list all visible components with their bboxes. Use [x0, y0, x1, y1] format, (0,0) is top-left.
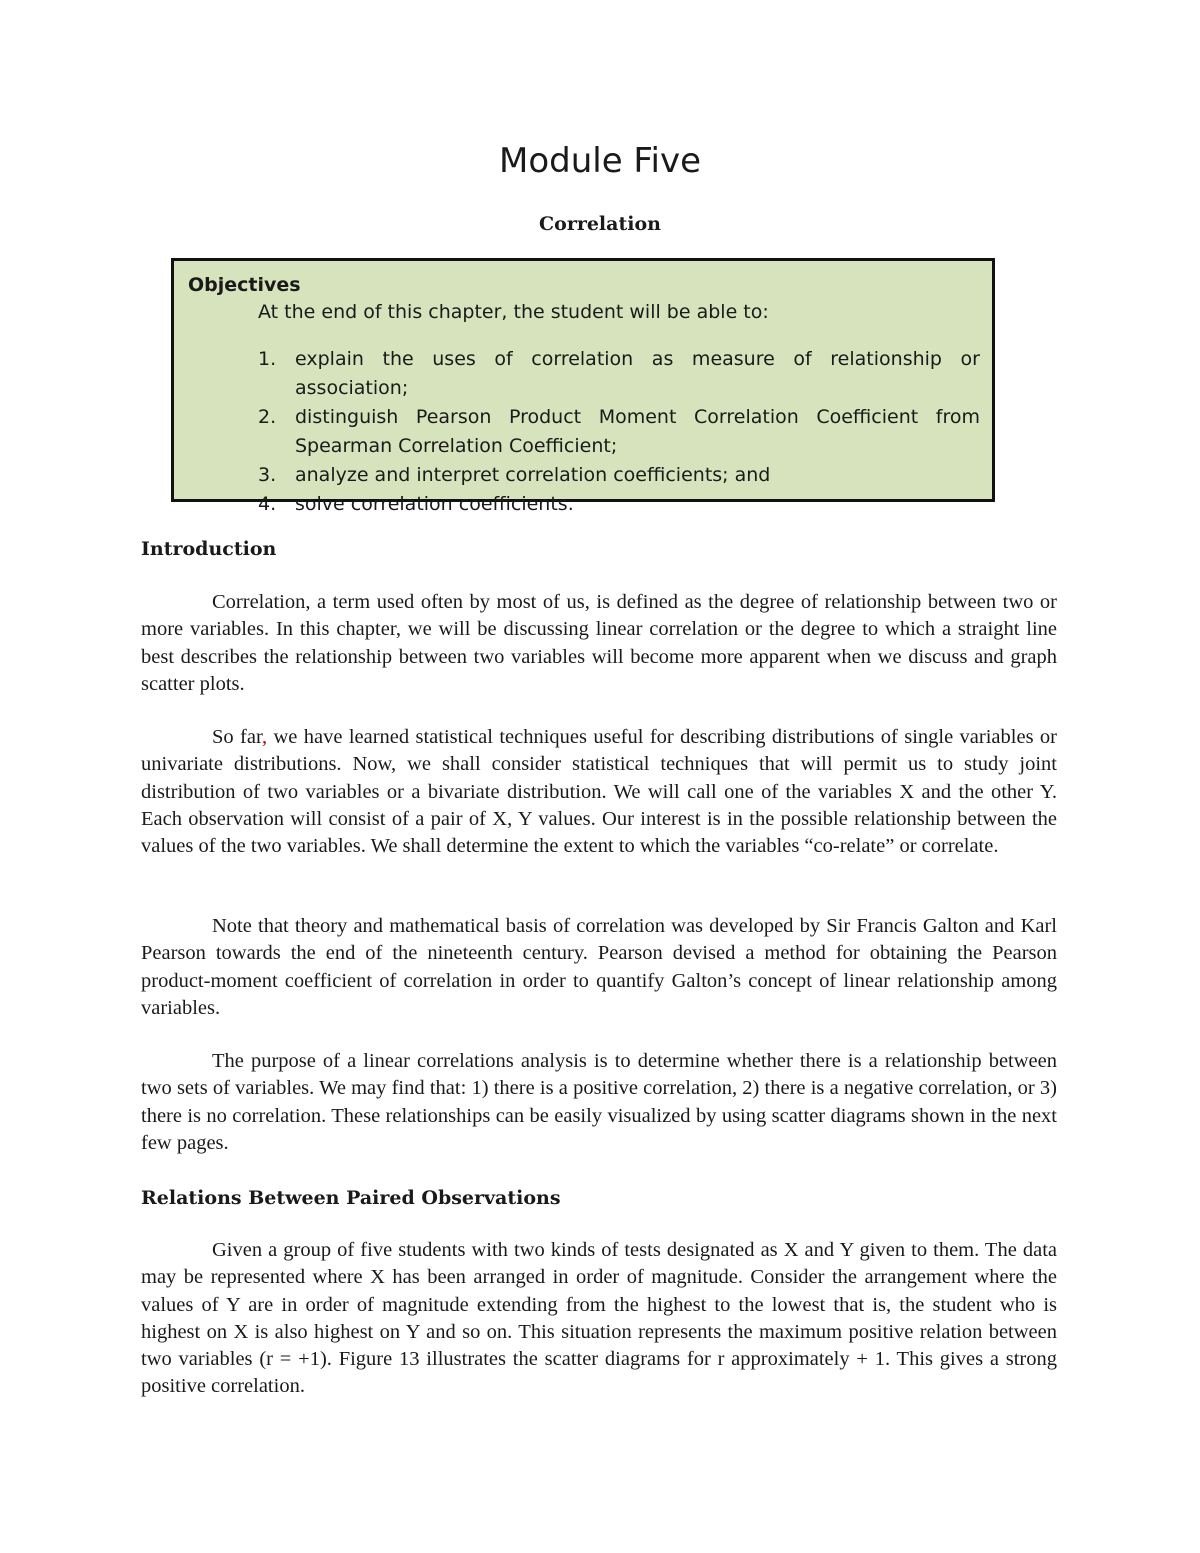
paragraph-2-start: So far — [212, 726, 262, 748]
objective-item — [258, 403, 980, 461]
relations-paragraph-1: Given a group of five students with two kinds of tests designated as X and Y given to them. The data may be represented where X has been arranged in order of magnitude. Consider the arrangement where the values of Y are in order of magnitude extending from the highest to the lowest that is, the student who is highest on X is also highest on Y and so on. This situation represents the maximum positive relation between two variables (r = +1). Figure 13 illustrates the scatter diagrams for r approximately + 1. This gives a strong positive correlation. — [141, 1239, 1057, 1398]
objective-number: 2. — [258, 406, 277, 428]
objective-text: analyze and interpret correlation coefficients; and — [295, 464, 771, 486]
objective-number: 1. — [258, 348, 277, 370]
objective-text: distinguish Pearson Product Moment Correlation Coefficient from Spearman Correlation Coefficient; — [295, 406, 980, 457]
objective-text: explain the uses of correlation as measure of relationship or association; — [295, 348, 980, 399]
introduction-paragraph-3: Note that theory and mathematical basis of correlation was developed by Sir Francis Galton and Karl Pearson towards the end of the nineteenth century. Pearson devised a method for obtaining the Pearson product-moment coefficient of correlation in order to quantify Galton’s concept of linear relationship among variables. — [141, 915, 1057, 1019]
objective-item — [258, 345, 980, 403]
page-subtitle: Correlation — [539, 213, 661, 235]
introduction-paragraph-4: The purpose of a linear correlations analysis is to determine whether there is a relationship between two sets of variables. We may find that: 1) there is a positive correlation, 2) there is a negative correlation, or 3) there is no correlation. These relationships can be easily visualized by using scatter diagrams shown in the next few pages. — [141, 1050, 1057, 1154]
introduction-paragraph-2 — [141, 724, 1057, 860]
introduction-paragraph-1: Correlation, a term used often by most of us, is defined as the degree of relationship between two or more variables. In this chapter, we will be discussing linear correlation or the degree to which a straight line best describes the relationship between two variables will become more apparent when we discuss and graph scatter plots. — [141, 591, 1057, 695]
paragraph-2-rest: we have learned statistical techniques useful for describing distributions of single variables or univariate distributions. Now, we shall consider statistical techniques that will permit us to study joint distribution of two variables or a bivariate distribution. We will call one of the variables X and the other Y. Each observation will consist of a pair of X, Y values. Our interest is in the possible relationship between the values of the two variables. We shall determine the extent to which the variables “co-relate” or correlate. — [141, 726, 1057, 858]
relations-heading: Relations Between Paired Observations — [141, 1187, 561, 1209]
objectives-box — [171, 258, 995, 515]
objective-text: solve correlation coefficients. — [295, 493, 574, 515]
objective-item — [258, 461, 980, 490]
introduction-heading: Introduction — [141, 538, 277, 560]
objective-number: 3. — [258, 464, 277, 486]
page-title: Module Five — [498, 141, 701, 181]
objectives-heading: Objectives — [188, 274, 301, 296]
objectives-list — [258, 345, 980, 519]
paragraph-2-comma: , — [261, 726, 268, 748]
objective-item — [258, 490, 980, 519]
objectives-intro: At the end of this chapter, the student will be able to: — [258, 301, 769, 323]
objective-number: 4. — [258, 493, 277, 515]
